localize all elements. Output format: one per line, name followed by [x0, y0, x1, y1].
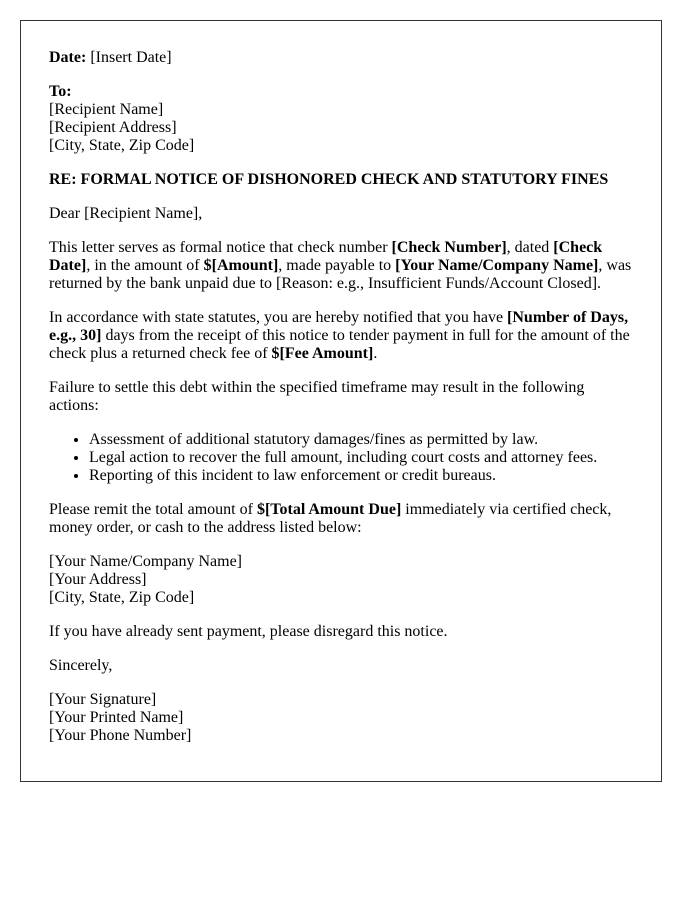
remit-name: [Your Name/Company Name] [49, 553, 243, 570]
amount-placeholder: $[Amount] [203, 257, 279, 274]
text-segment: immediately via certified check, money order, or cash to the address listed below: [49, 501, 612, 536]
signature-placeholder: [Your Signature] [49, 691, 157, 708]
text-segment: , was returned by the bank unpaid due to [Reason: e.g., Insufficient Funds/Account Closed]. [49, 257, 632, 292]
remit-paragraph [49, 501, 633, 537]
text-segment: , in the amount of [86, 257, 204, 274]
text-segment: In accordance with state statutes, you are hereby notified that you have [49, 309, 508, 326]
recipient-block [49, 83, 633, 155]
date-value: [Insert Date] [86, 49, 172, 66]
total-amount-placeholder: $[Total Amount Due] [256, 501, 402, 518]
remit-address-block [49, 553, 633, 607]
salutation: Dear [Recipient Name], [49, 205, 203, 222]
text-segment: , dated [506, 239, 554, 256]
remit-address: [Your Address] [49, 571, 147, 588]
text-segment: . [373, 345, 378, 362]
consequences-intro: Failure to settle this debt within the specified timeframe may result in the following actions: [49, 379, 585, 414]
printed-name-placeholder: [Your Printed Name] [49, 709, 184, 726]
recipient-label: To: [49, 83, 72, 100]
remit-city-state-zip: [City, State, Zip Code] [49, 589, 195, 606]
text-segment: days from the receipt of this notice to tender payment in full for the amount of the check plus a returned check fee of [49, 327, 630, 362]
days-placeholder: [Number of Days, e.g., 30] [49, 309, 629, 344]
notice-paragraph [49, 239, 633, 293]
payee-placeholder: [Your Name/Company Name] [395, 257, 599, 274]
letter-document [20, 20, 662, 782]
text-segment: Please remit the total amount of [49, 501, 257, 518]
date-label: Date: [49, 49, 87, 66]
list-item: • Reporting of this incident to law enforcement or credit bureaus. [89, 467, 633, 485]
check-number-placeholder: [Check Number] [391, 239, 507, 256]
date-line [49, 49, 633, 67]
text-segment: This letter serves as formal notice that check number [49, 239, 392, 256]
recipient-city-state-zip: [City, State, Zip Code] [49, 137, 195, 154]
statute-paragraph [49, 309, 633, 363]
phone-placeholder: [Your Phone Number] [49, 727, 192, 744]
check-date-placeholder: [Check Date] [49, 239, 603, 274]
recipient-name: [Recipient Name] [49, 101, 164, 118]
fee-amount-placeholder: $[Fee Amount] [271, 345, 374, 362]
closing: Sincerely, [49, 657, 113, 674]
recipient-address: [Recipient Address] [49, 119, 177, 136]
subject-line [49, 171, 633, 189]
disregard-note: If you have already sent payment, please disregard this notice. [49, 623, 448, 640]
signature-block [49, 691, 633, 745]
list-item: • Legal action to recover the full amount, including court costs and attorney fees. [89, 449, 633, 467]
text-segment: , made payable to [278, 257, 396, 274]
list-item: • Assessment of additional statutory damages/fines as permitted by law. [89, 431, 633, 449]
consequences-list [49, 431, 633, 485]
subject-text: RE: FORMAL NOTICE OF DISHONORED CHECK AND STATUTORY FINES [49, 171, 609, 188]
